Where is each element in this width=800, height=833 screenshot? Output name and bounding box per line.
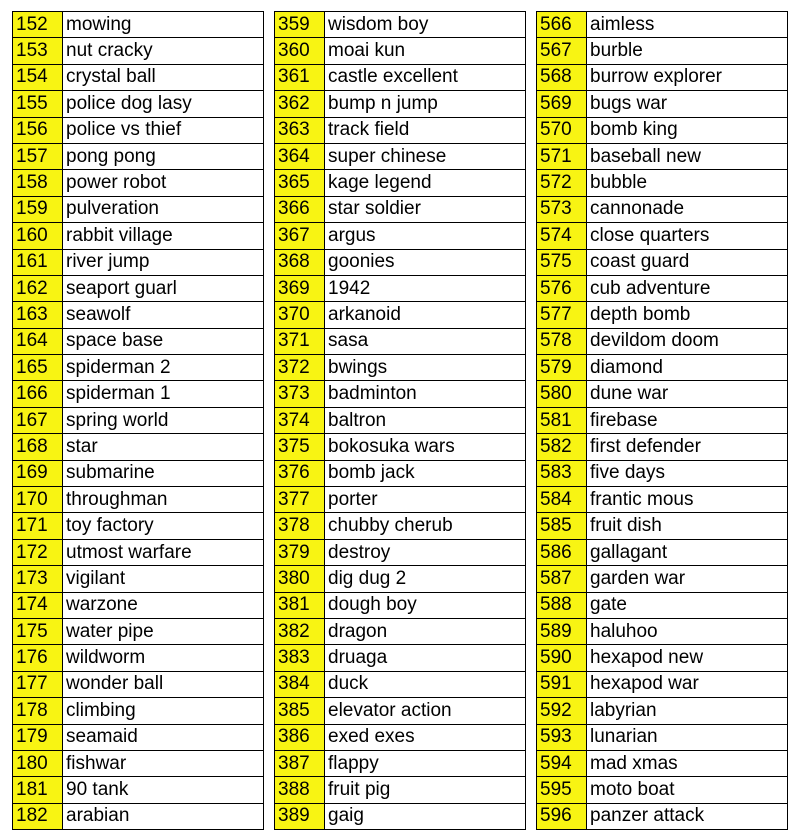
table-row (275, 566, 526, 592)
game-title-cell: toy factory (63, 513, 264, 539)
game-number-cell: 165 (13, 355, 63, 381)
game-number-cell: 584 (537, 487, 587, 513)
table-row (537, 698, 788, 724)
game-title-cell: police vs thief (63, 117, 264, 143)
table-row (275, 223, 526, 249)
game-title-cell: coast guard (587, 249, 788, 275)
game-title-cell: aimless (587, 12, 788, 38)
game-title-cell: nut cracky (63, 38, 264, 64)
game-number-cell: 366 (275, 196, 325, 222)
table-row (275, 777, 526, 803)
game-number-cell: 180 (13, 750, 63, 776)
game-number-cell: 377 (275, 487, 325, 513)
game-title-cell: space base (63, 328, 264, 354)
game-number-cell: 367 (275, 223, 325, 249)
table-row (13, 223, 264, 249)
table-row (13, 487, 264, 513)
game-number-cell: 589 (537, 618, 587, 644)
game-title-cell: power robot (63, 170, 264, 196)
game-number-cell: 169 (13, 460, 63, 486)
game-number-cell: 572 (537, 170, 587, 196)
game-number-cell: 579 (537, 355, 587, 381)
game-title-cell: pulveration (63, 196, 264, 222)
game-number-cell: 168 (13, 434, 63, 460)
game-title-cell: firebase (587, 407, 788, 433)
game-title-cell: five days (587, 460, 788, 486)
table-row (13, 566, 264, 592)
game-number-cell: 585 (537, 513, 587, 539)
game-number-cell: 166 (13, 381, 63, 407)
table-row (537, 196, 788, 222)
table-row (13, 143, 264, 169)
table-row (13, 645, 264, 671)
game-title-cell: lunarian (587, 724, 788, 750)
game-number-cell: 375 (275, 434, 325, 460)
table-row (275, 38, 526, 64)
game-title-cell: submarine (63, 460, 264, 486)
game-title-cell: arabian (63, 803, 264, 829)
game-title-cell: pong pong (63, 143, 264, 169)
game-title-cell: dough boy (325, 592, 526, 618)
table-row (13, 724, 264, 750)
game-title-cell: utmost warfare (63, 539, 264, 565)
game-title-cell: first defender (587, 434, 788, 460)
table-row (537, 249, 788, 275)
game-title-cell: wildworm (63, 645, 264, 671)
game-title-cell: water pipe (63, 618, 264, 644)
game-title-cell: river jump (63, 249, 264, 275)
table-row (537, 328, 788, 354)
game-title-cell: fruit dish (587, 513, 788, 539)
game-title-cell: seawolf (63, 302, 264, 328)
game-title-cell: haluhoo (587, 618, 788, 644)
table-row (537, 750, 788, 776)
table-row (13, 698, 264, 724)
table-row (13, 12, 264, 38)
game-number-cell: 361 (275, 64, 325, 90)
game-number-cell: 595 (537, 777, 587, 803)
game-number-cell: 171 (13, 513, 63, 539)
table-row (275, 698, 526, 724)
table-row (537, 302, 788, 328)
game-number-cell: 163 (13, 302, 63, 328)
table-row (275, 196, 526, 222)
table-row (275, 117, 526, 143)
table-row (13, 64, 264, 90)
game-number-cell: 571 (537, 143, 587, 169)
game-number-cell: 182 (13, 803, 63, 829)
game-title-cell: fruit pig (325, 777, 526, 803)
table-row (275, 170, 526, 196)
table-row (537, 539, 788, 565)
table-row (13, 592, 264, 618)
game-number-cell: 583 (537, 460, 587, 486)
game-number-cell: 152 (13, 12, 63, 38)
table-row (537, 460, 788, 486)
game-title-cell: porter (325, 487, 526, 513)
game-title-cell: burble (587, 38, 788, 64)
game-number-cell: 173 (13, 566, 63, 592)
game-number-cell: 588 (537, 592, 587, 618)
game-number-cell: 376 (275, 460, 325, 486)
game-title-cell: wonder ball (63, 671, 264, 697)
game-number-cell: 170 (13, 487, 63, 513)
table-row (13, 117, 264, 143)
table-row (13, 618, 264, 644)
table-row (537, 513, 788, 539)
game-title-cell: rabbit village (63, 223, 264, 249)
table-row (537, 777, 788, 803)
game-title-cell: bugs war (587, 91, 788, 117)
game-number-cell: 581 (537, 407, 587, 433)
game-title-cell: crystal ball (63, 64, 264, 90)
table-row (13, 803, 264, 829)
table-row (537, 170, 788, 196)
game-title-cell: argus (325, 223, 526, 249)
game-title-cell: gallagant (587, 539, 788, 565)
game-title-cell: 1942 (325, 275, 526, 301)
table-row (537, 434, 788, 460)
game-title-cell: cannonade (587, 196, 788, 222)
game-number-cell: 576 (537, 275, 587, 301)
game-title-cell: burrow explorer (587, 64, 788, 90)
table-row (275, 407, 526, 433)
game-number-cell: 568 (537, 64, 587, 90)
game-title-cell: devildom doom (587, 328, 788, 354)
game-title-cell: throughman (63, 487, 264, 513)
table-row (275, 12, 526, 38)
game-number-cell: 363 (275, 117, 325, 143)
game-number-cell: 374 (275, 407, 325, 433)
table-row (537, 38, 788, 64)
game-number-cell: 369 (275, 275, 325, 301)
table-row (275, 460, 526, 486)
table-row (13, 671, 264, 697)
table-row (13, 302, 264, 328)
game-title-cell: spring world (63, 407, 264, 433)
game-title-cell: castle excellent (325, 64, 526, 90)
game-title-cell: depth bomb (587, 302, 788, 328)
game-number-cell: 153 (13, 38, 63, 64)
table-row (537, 223, 788, 249)
table-row (275, 64, 526, 90)
table-row (13, 460, 264, 486)
game-title-cell: mowing (63, 12, 264, 38)
table-row (275, 355, 526, 381)
game-number-cell: 593 (537, 724, 587, 750)
table-row (537, 645, 788, 671)
table-row (275, 381, 526, 407)
game-number-cell: 596 (537, 803, 587, 829)
game-number-cell: 389 (275, 803, 325, 829)
game-title-cell: destroy (325, 539, 526, 565)
game-title-cell: bwings (325, 355, 526, 381)
table-row (13, 539, 264, 565)
game-number-cell: 161 (13, 249, 63, 275)
game-number-cell: 370 (275, 302, 325, 328)
game-number-cell: 387 (275, 750, 325, 776)
table-row (537, 275, 788, 301)
game-number-cell: 388 (275, 777, 325, 803)
game-title-cell: labyrian (587, 698, 788, 724)
game-number-cell: 160 (13, 223, 63, 249)
table-row (537, 117, 788, 143)
table-row (275, 803, 526, 829)
game-number-cell: 590 (537, 645, 587, 671)
game-title-cell: warzone (63, 592, 264, 618)
table-row (275, 671, 526, 697)
game-number-cell: 386 (275, 724, 325, 750)
game-title-cell: flappy (325, 750, 526, 776)
game-title-cell: moto boat (587, 777, 788, 803)
table-row (537, 381, 788, 407)
game-title-cell: dune war (587, 381, 788, 407)
table-row (13, 275, 264, 301)
table-row (275, 275, 526, 301)
table-row (275, 513, 526, 539)
table-row (275, 592, 526, 618)
game-list-column-3 (536, 11, 788, 830)
game-title-cell: climbing (63, 698, 264, 724)
game-title-cell: exed exes (325, 724, 526, 750)
game-number-cell: 385 (275, 698, 325, 724)
table-row (13, 196, 264, 222)
game-number-cell: 172 (13, 539, 63, 565)
game-list-column-2 (274, 11, 526, 830)
game-list-sheet (12, 11, 788, 831)
table-row (537, 671, 788, 697)
game-number-cell: 179 (13, 724, 63, 750)
table-row (275, 434, 526, 460)
table-row (13, 170, 264, 196)
game-number-cell: 381 (275, 592, 325, 618)
game-title-cell: mad xmas (587, 750, 788, 776)
game-title-cell: hexapod war (587, 671, 788, 697)
game-number-cell: 176 (13, 645, 63, 671)
table-row (275, 328, 526, 354)
game-number-cell: 372 (275, 355, 325, 381)
game-title-cell: elevator action (325, 698, 526, 724)
game-title-cell: wisdom boy (325, 12, 526, 38)
game-title-cell: badminton (325, 381, 526, 407)
game-number-cell: 384 (275, 671, 325, 697)
game-title-cell: bomb jack (325, 460, 526, 486)
table-row (537, 407, 788, 433)
table-row (275, 302, 526, 328)
game-title-cell: frantic mous (587, 487, 788, 513)
table-row (275, 143, 526, 169)
game-number-cell: 586 (537, 539, 587, 565)
game-number-cell: 574 (537, 223, 587, 249)
table-row (275, 91, 526, 117)
game-number-cell: 379 (275, 539, 325, 565)
game-title-cell: spiderman 1 (63, 381, 264, 407)
table-row (13, 750, 264, 776)
game-number-cell: 164 (13, 328, 63, 354)
game-title-cell: vigilant (63, 566, 264, 592)
game-title-cell: druaga (325, 645, 526, 671)
game-title-cell: sasa (325, 328, 526, 354)
game-number-cell: 158 (13, 170, 63, 196)
table-row (537, 803, 788, 829)
game-number-cell: 380 (275, 566, 325, 592)
table-row (13, 777, 264, 803)
table-row (537, 487, 788, 513)
game-title-cell: cub adventure (587, 275, 788, 301)
game-title-cell: diamond (587, 355, 788, 381)
game-title-cell: panzer attack (587, 803, 788, 829)
game-number-cell: 594 (537, 750, 587, 776)
game-number-cell: 154 (13, 64, 63, 90)
game-number-cell: 177 (13, 671, 63, 697)
table-row (537, 355, 788, 381)
game-title-cell: arkanoid (325, 302, 526, 328)
game-number-cell: 373 (275, 381, 325, 407)
table-row (13, 434, 264, 460)
table-row (275, 249, 526, 275)
game-number-cell: 566 (537, 12, 587, 38)
game-number-cell: 174 (13, 592, 63, 618)
table-row (13, 38, 264, 64)
table-row (275, 487, 526, 513)
game-number-cell: 587 (537, 566, 587, 592)
game-title-cell: dig dug 2 (325, 566, 526, 592)
table-row (13, 381, 264, 407)
game-title-cell: gaig (325, 803, 526, 829)
game-number-cell: 582 (537, 434, 587, 460)
game-number-cell: 575 (537, 249, 587, 275)
table-row (275, 750, 526, 776)
game-number-cell: 156 (13, 117, 63, 143)
table-row (537, 64, 788, 90)
game-list-column-1 (12, 11, 264, 830)
game-title-cell: fishwar (63, 750, 264, 776)
game-title-cell: police dog lasy (63, 91, 264, 117)
game-title-cell: spiderman 2 (63, 355, 264, 381)
game-number-cell: 378 (275, 513, 325, 539)
game-title-cell: kage legend (325, 170, 526, 196)
game-number-cell: 159 (13, 196, 63, 222)
table-row (13, 249, 264, 275)
game-number-cell: 167 (13, 407, 63, 433)
table-row (13, 407, 264, 433)
table-row (275, 724, 526, 750)
game-title-cell: goonies (325, 249, 526, 275)
game-title-cell: baltron (325, 407, 526, 433)
game-number-cell: 371 (275, 328, 325, 354)
table-row (537, 724, 788, 750)
table-row (275, 645, 526, 671)
game-number-cell: 178 (13, 698, 63, 724)
game-number-cell: 365 (275, 170, 325, 196)
game-title-cell: baseball new (587, 143, 788, 169)
game-title-cell: star soldier (325, 196, 526, 222)
game-number-cell: 360 (275, 38, 325, 64)
table-row (537, 618, 788, 644)
table-row (275, 618, 526, 644)
game-number-cell: 157 (13, 143, 63, 169)
table-row (13, 355, 264, 381)
game-title-cell: close quarters (587, 223, 788, 249)
game-title-cell: moai kun (325, 38, 526, 64)
game-number-cell: 175 (13, 618, 63, 644)
table-row (537, 566, 788, 592)
game-title-cell: seaport guarl (63, 275, 264, 301)
game-title-cell: bump n jump (325, 91, 526, 117)
game-number-cell: 573 (537, 196, 587, 222)
game-title-cell: duck (325, 671, 526, 697)
game-number-cell: 181 (13, 777, 63, 803)
table-row (13, 513, 264, 539)
game-title-cell: chubby cherub (325, 513, 526, 539)
table-row (275, 539, 526, 565)
game-title-cell: bokosuka wars (325, 434, 526, 460)
game-number-cell: 162 (13, 275, 63, 301)
game-number-cell: 577 (537, 302, 587, 328)
game-number-cell: 578 (537, 328, 587, 354)
game-number-cell: 383 (275, 645, 325, 671)
game-number-cell: 368 (275, 249, 325, 275)
game-title-cell: bubble (587, 170, 788, 196)
game-title-cell: hexapod new (587, 645, 788, 671)
game-title-cell: star (63, 434, 264, 460)
game-title-cell: gate (587, 592, 788, 618)
game-number-cell: 591 (537, 671, 587, 697)
game-title-cell: track field (325, 117, 526, 143)
game-title-cell: super chinese (325, 143, 526, 169)
game-title-cell: bomb king (587, 117, 788, 143)
game-number-cell: 155 (13, 91, 63, 117)
game-number-cell: 382 (275, 618, 325, 644)
game-number-cell: 567 (537, 38, 587, 64)
game-number-cell: 580 (537, 381, 587, 407)
table-row (537, 91, 788, 117)
game-number-cell: 364 (275, 143, 325, 169)
game-title-cell: dragon (325, 618, 526, 644)
table-row (537, 12, 788, 38)
game-number-cell: 359 (275, 12, 325, 38)
table-row (13, 91, 264, 117)
table-row (13, 328, 264, 354)
game-number-cell: 362 (275, 91, 325, 117)
game-number-cell: 570 (537, 117, 587, 143)
table-row (537, 592, 788, 618)
game-title-cell: garden war (587, 566, 788, 592)
game-number-cell: 592 (537, 698, 587, 724)
game-title-cell: seamaid (63, 724, 264, 750)
table-row (537, 143, 788, 169)
game-title-cell: 90 tank (63, 777, 264, 803)
game-number-cell: 569 (537, 91, 587, 117)
